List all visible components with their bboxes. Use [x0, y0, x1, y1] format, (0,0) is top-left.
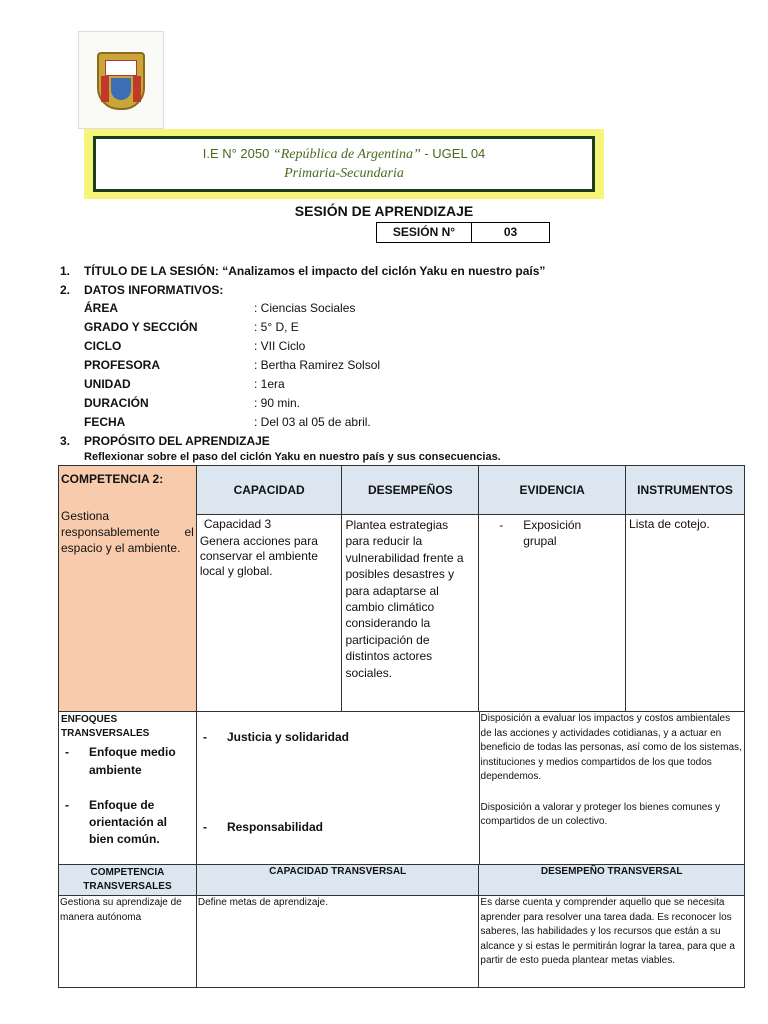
school-header	[84, 129, 604, 199]
session-label: SESIÓN N°	[377, 223, 472, 242]
datos-row	[84, 320, 380, 339]
datos-heading: DATOS INFORMATIVOS:	[84, 283, 224, 297]
item2-number: 2.	[60, 283, 71, 297]
bullet-dash: -	[202, 730, 207, 744]
enfoques-table	[58, 711, 745, 865]
shield-center	[111, 78, 131, 100]
competencia-transversal-text: Gestiona su aprendizaje de manera autónoma	[59, 896, 197, 988]
datos-row	[84, 377, 380, 396]
school-logo	[78, 31, 164, 129]
shield-band	[105, 60, 137, 76]
col-header-instrumentos: INSTRUMENTOS	[626, 466, 745, 515]
datos-value: : Ciencias Sociales	[254, 301, 356, 315]
datos-value: : VII Ciclo	[254, 339, 306, 353]
enfoques-title: ENFOQUES TRANSVERSALES	[61, 714, 150, 739]
datos-row	[84, 301, 380, 320]
capacidad-text: Genera acciones para conservar el ambiente local y global.	[199, 534, 318, 578]
col-header-capacidad-transversal: CAPACIDAD TRANSVERSAL	[196, 865, 479, 896]
school-name	[96, 146, 592, 163]
shield-stripe-left	[101, 76, 109, 102]
purpose-heading: PROPÓSITO DEL APRENDIZAJE	[84, 434, 270, 448]
datos-value: : Del 03 al 05 de abril.	[254, 415, 371, 429]
datos-row	[84, 358, 380, 377]
datos-label: DURACIÓN	[84, 396, 149, 410]
datos-value: : 1era	[254, 377, 285, 391]
item3-number: 3.	[60, 434, 71, 448]
bullet-dash: -	[499, 518, 504, 532]
shield-stripe-right	[133, 76, 141, 102]
datos-row	[84, 396, 380, 415]
datos-value: : 90 min.	[254, 396, 301, 410]
valor-item	[203, 730, 476, 744]
datos-label: ÁREA	[84, 301, 119, 315]
datos-label: GRADO Y SECCIÓN	[84, 320, 198, 334]
bullet-dash: -	[65, 798, 69, 812]
competencia-title: COMPETENCIA 2:	[61, 472, 164, 486]
bullet-dash: -	[202, 820, 207, 834]
purpose-text: Reflexionar sobre el paso del ciclón Yaku en nuestro país y sus consecuencias.	[84, 451, 501, 463]
enfoques-cell	[59, 712, 197, 865]
transversal-table	[58, 864, 745, 988]
school-number: I.E N° 2050	[202, 146, 270, 161]
evidencia-text: Exposición grupal	[523, 518, 582, 548]
valores-cell	[196, 712, 479, 865]
datos-label: UNIDAD	[84, 377, 131, 391]
enfoque-text: Enfoque de orientación al bien común.	[89, 798, 168, 846]
competencia-cell	[59, 466, 197, 712]
instrumentos-text: Lista de cotejo.	[626, 515, 745, 712]
col-header-evidencia: EVIDENCIA	[479, 466, 626, 515]
school-title: “República de Argentina”	[272, 147, 421, 162]
desempenos-text: Plantea estrategias para reducir la vulnerabilidad frente a posibles desastres y para adaptarse al cambio climático considerando la participación de distintos actores sociales.	[342, 515, 479, 712]
capacidad-title: Capacidad 3	[203, 517, 272, 531]
accion-text: Disposición a valorar y proteger los bienes comunes y compartidos de un colectivo.	[480, 801, 721, 827]
evidencia-cell	[479, 515, 626, 712]
competencia-text: Gestiona responsablemente el espacio y el ambiente.	[61, 509, 194, 555]
datos-row	[84, 339, 380, 358]
enfoque-item	[61, 743, 194, 779]
bullet-dash: -	[65, 745, 69, 759]
session-title: TÍTULO DE LA SESIÓN: “Analizamos el impacto del ciclón Yaku en nuestro país”	[84, 264, 546, 278]
school-header-box	[93, 136, 595, 192]
capacidad-transversal-text: Define metas de aprendizaje.	[196, 896, 479, 988]
valor-text: Responsabilidad	[226, 820, 323, 834]
item1-number: 1.	[60, 264, 71, 278]
page-title: SESIÓN DE APRENDIZAJE	[294, 203, 474, 219]
desempeno-transversal-text: Es darse cuenta y comprender aquello que se necesita aprender para resolver una tarea dada. Es reconocer los saberes, las habilidades y los recursos que están a su alcance y si estas le permitirán lograr la tarea, para que a partir de esto pueda plantear metas viables.	[479, 896, 745, 988]
valor-text: Justicia y solidaridad	[226, 730, 349, 744]
col-header-capacidad: CAPACIDAD	[196, 466, 342, 515]
col-header-competencia-transversal: COMPETENCIA TRANSVERSALES	[59, 865, 197, 896]
enfoque-text: Enfoque medio ambiente	[89, 745, 176, 777]
capacidad-cell	[196, 515, 342, 712]
ugel: - UGEL 04	[420, 146, 486, 161]
school-levels: Primaria-Secundaria	[284, 166, 404, 181]
datos-value: : 5° D, E	[254, 320, 299, 334]
session-number: 03	[503, 225, 518, 239]
datos-value: : Bertha Ramirez Solsol	[254, 358, 381, 372]
shield-icon	[97, 52, 145, 110]
datos-list	[84, 301, 380, 434]
accion-text: Disposición a evaluar los impactos y costos ambientales de las acciones y actividades cotidianas, y a actuar en beneficio de todas las personas, así como de los sistemas, instituciones y medios compartidos de los que todos dependemos.	[480, 713, 742, 782]
competencia-table	[58, 465, 745, 712]
datos-row	[84, 415, 380, 434]
enfoque-item	[61, 797, 194, 848]
datos-label: CICLO	[84, 339, 122, 353]
col-header-desempenos: DESEMPEÑOS	[342, 466, 479, 515]
acciones-cell	[479, 712, 744, 865]
col-header-desempeno-transversal: DESEMPEÑO TRANSVERSAL	[479, 865, 745, 896]
session-number-box	[376, 222, 550, 243]
datos-label: PROFESORA	[84, 358, 161, 372]
valor-item	[203, 820, 476, 834]
datos-label: FECHA	[84, 415, 126, 429]
